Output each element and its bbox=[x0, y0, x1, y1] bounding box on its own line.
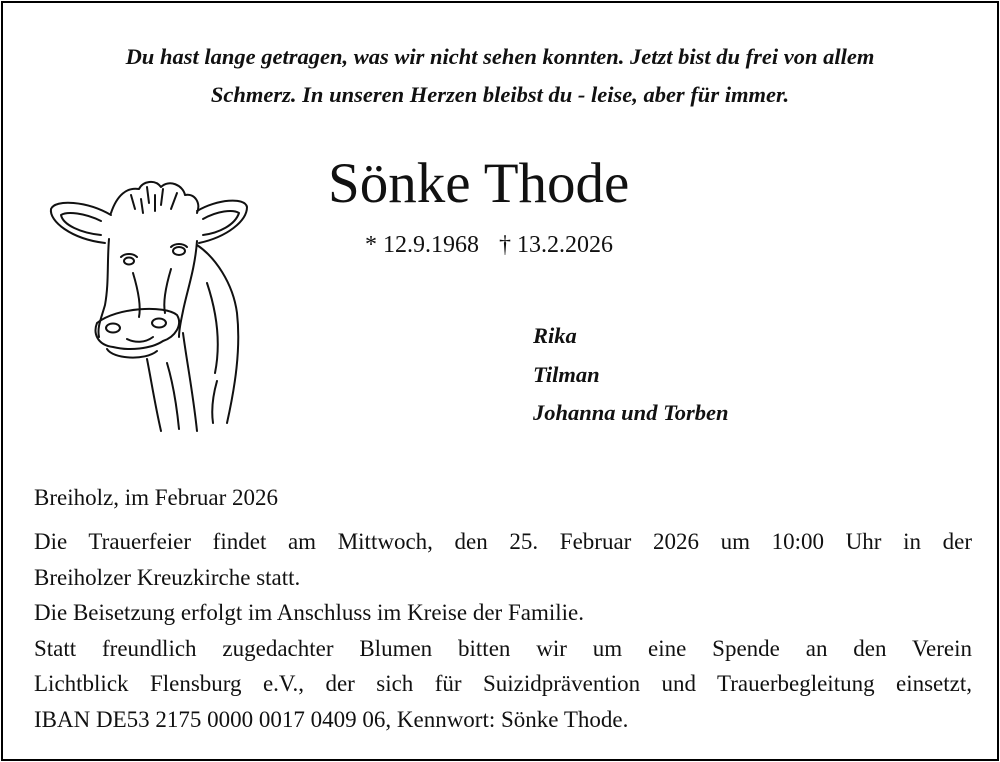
donation-line-1: Statt freundlich zugedachter Blumen bitten wir um eine Spende an den Verein bbox=[34, 635, 972, 661]
mourner-name: Tilman bbox=[533, 361, 600, 387]
burial-line: Die Beisetzung erfolgt im Anschluss im Kreise der Familie. bbox=[34, 600, 584, 625]
funeral-line-2: Breiholzer Kreuzkirche statt. bbox=[34, 564, 301, 590]
funeral-line-1: Die Trauerfeier findet am Mittwoch, den 25. Februar 2026 um 10:00 Uhr in der bbox=[34, 529, 972, 554]
motto-line-2: Schmerz. In unseren Herzen bleibst du - leise, aber für immer. bbox=[210, 82, 790, 107]
mourner-name: Johanna und Torben bbox=[533, 400, 729, 425]
mourner-name: Rika bbox=[533, 323, 577, 348]
funeral-notice bbox=[34, 524, 972, 737]
mourners-list bbox=[533, 317, 729, 433]
donation-line-2: Lichtblick Flensburg e.V., der sich für Suizidprävention und Trauerbegleitung einsetzt, bbox=[34, 671, 972, 696]
motto-line-1: Du hast lange getragen, was wir nicht sehen konnten. Jetzt bist du frei von allem bbox=[125, 44, 875, 69]
donation-line-3: IBAN DE53 2175 0000 0017 0409 06, Kennwort: Sönke Thode. bbox=[34, 706, 629, 732]
obituary-frame bbox=[1, 1, 999, 761]
deceased-name: Sönke Thode bbox=[328, 152, 630, 215]
motto-verse bbox=[3, 38, 997, 114]
birth-date: * 12.9.1968 bbox=[365, 232, 479, 258]
cow-head-icon bbox=[47, 173, 252, 435]
death-date: † 13.2.2026 bbox=[499, 232, 613, 258]
life-dates bbox=[365, 229, 613, 261]
place-and-date: Breiholz, im Februar 2026 bbox=[34, 485, 279, 510]
